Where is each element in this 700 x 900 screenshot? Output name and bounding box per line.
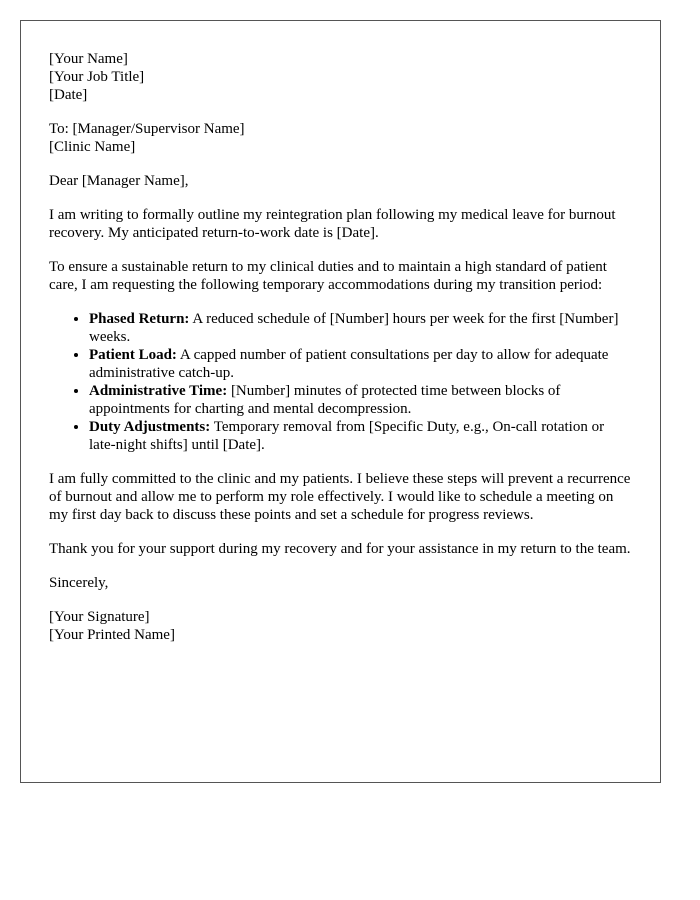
printed-name: [Your Printed Name]: [49, 627, 175, 643]
accommodations-list: [49, 310, 632, 454]
commitment-paragraph: I am fully committed to the clinic and my patients. I believe these steps will prevent a recurrence of burnout and allow me to perform my role effectively. I would like to schedule a meeting on my first day back to discuss these points and set a schedule for progress reviews.: [49, 471, 631, 523]
signature: [Your Signature]: [49, 609, 150, 625]
list-item: [89, 382, 632, 418]
list-item: [89, 346, 632, 382]
item-label: Patient Load:: [89, 347, 177, 363]
clinic-name: [Clinic Name]: [49, 139, 136, 155]
sender-job-title: [Your Job Title]: [49, 69, 145, 85]
list-item: [89, 418, 632, 454]
sender-block: [49, 50, 632, 104]
item-label: Administrative Time:: [89, 383, 228, 399]
sender-name: [Your Name]: [49, 51, 128, 67]
item-text: Temporary removal from [Specific Duty, e.g., On-call rotation or late-night shifts] until [Date].: [89, 419, 605, 453]
signoff: Sincerely,: [49, 575, 109, 591]
item-text: A capped number of patient consultations per day to allow for adequate administrative catch-up.: [89, 347, 609, 381]
item-label: Phased Return:: [89, 311, 190, 327]
request-paragraph: To ensure a sustainable return to my clinical duties and to maintain a high standard of patient care, I am requesting the following temporary accommodations during my transition period:: [49, 259, 607, 293]
list-item: [89, 310, 632, 346]
intro-paragraph: I am writing to formally outline my reintegration plan following my medical leave for burnout recovery. My anticipated return-to-work date is [Date].: [49, 207, 616, 241]
item-text: [Number] minutes of protected time between blocks of appointments for charting and mental decompression.: [89, 383, 561, 417]
thanks-paragraph: Thank you for your support during my recovery and for your assistance in my return to the team.: [49, 541, 631, 557]
salutation: Dear [Manager Name],: [49, 173, 189, 189]
item-text: A reduced schedule of [Number] hours per week for the first [Number] weeks.: [89, 311, 619, 345]
item-label: Duty Adjustments:: [89, 419, 211, 435]
recipient-block: [49, 120, 632, 156]
letter-date: [Date]: [49, 87, 88, 103]
recipient-name: To: [Manager/Supervisor Name]: [49, 121, 245, 137]
signature-block: [49, 608, 632, 644]
letter-document: [20, 20, 661, 783]
